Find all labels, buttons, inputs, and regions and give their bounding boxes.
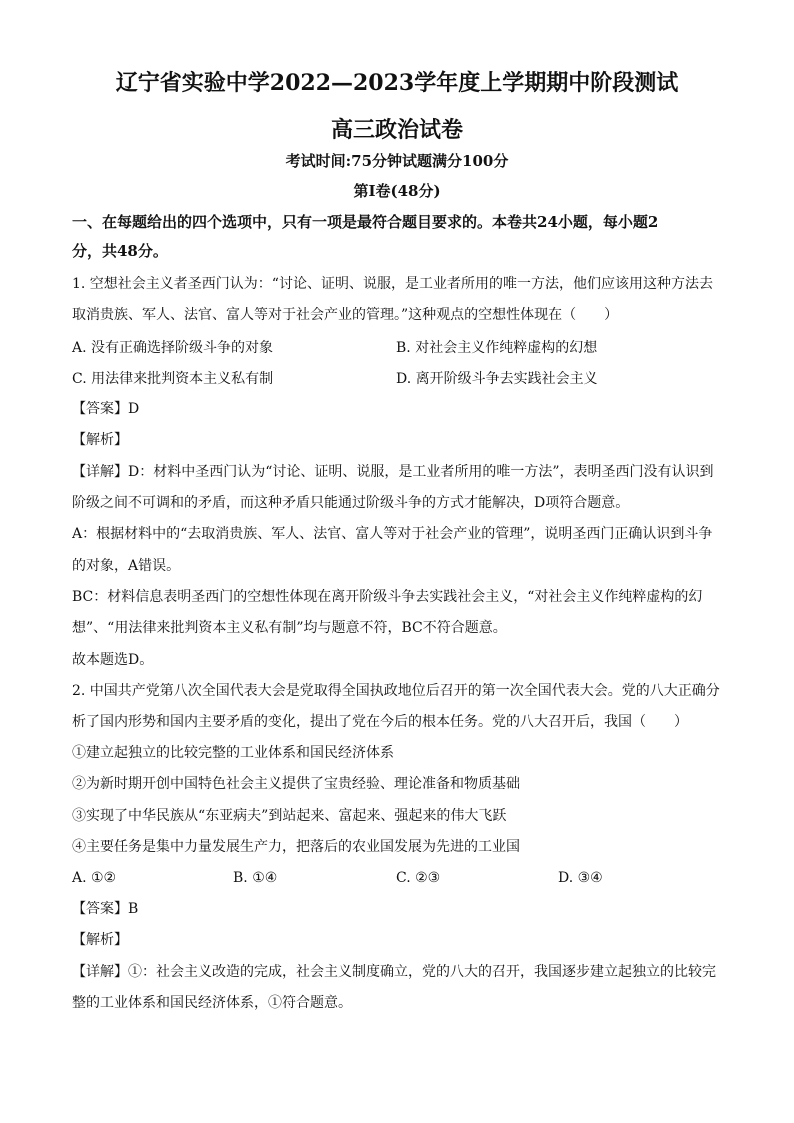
q2-detail-line-2: 整的工业体系和国民经济体系，①符合题意。 [72,995,352,1011]
q1-answer: 【答案】D [72,401,140,417]
q2-stem-line-2: 析了国内形势和国内主要矛盾的变化，提出了党在今后的根本任务。党的八大召开后，我国（ ） [72,714,688,730]
q1-detail-line-2: 阶级之间不可调和的矛盾，而这种矛盾只能通过阶级斗争的方式才能解决，D项符合题意。 [72,495,630,511]
q2-item-2: ②为新时期开创中国特色社会主义提供了宝贵经验、理论准备和物质基础 [72,776,520,792]
q1-detail-line-4: 的对象，A错误。 [72,558,181,574]
q2-option-d: D. ③④ [558,870,603,886]
exam-subtitle: 高三政治试卷 [330,117,463,143]
q2-analysis-label: 【解析】 [72,932,128,948]
section-title: 第Ⅰ卷(48分) [353,182,441,200]
q2-detail-line-1: 【详解】①：社会主义改造的完成，社会主义制度确立，党的八大的召开，我国逐步建立起独立的比较完 [72,964,716,980]
q1-option-b: B. 对社会主义作纯粹虚构的幻想 [396,340,598,356]
q2-stem-line-1: 2. 中国共产党第八次全国代表大会是党取得全国执政地位后召开的第一次全国代表大会。党的八大正确分 [72,683,720,699]
q2-option-c: C. ②③ [396,870,441,886]
q2-answer: 【答案】B [72,901,139,917]
q1-detail-line-3: A：根据材料中的“去取消贵族、军人、法官、富人等对于社会产业的管理”，说明圣西门正确认识到斗争 [72,526,713,542]
instructions-line-2: 分，共48分。 [72,242,168,260]
q1-conclusion: 故本题选D。 [72,652,154,668]
instructions-line-1: 一、在每题给出的四个选项中，只有一项是最符合题目要求的。本卷共24小题，每小题2 [72,213,659,231]
exam-title: 辽宁省实验中学2022—2023学年度上学期期中阶段测试 [115,70,679,96]
q1-option-c: C. 用法律来批判资本主义私有制 [72,371,274,387]
q2-item-4: ④主要任务是集中力量发展生产力，把落后的农业国发展为先进的工业国 [72,839,520,855]
q2-option-a: A. ①② [72,870,117,886]
q1-stem-line-1: 1. 空想社会主义者圣西门认为：“讨论、证明、说服，是工业者所用的唯一方法，他们应该用这种方法去 [72,276,713,292]
q1-analysis-label: 【解析】 [72,432,128,448]
q1-detail-line-5: BC：材料信息表明圣西门的空想性体现在离开阶级斗争去实践社会主义，“对社会主义作纯粹虚构的幻 [72,589,703,605]
q1-detail-line-6: 想”、“用法律来批判资本主义私有制”均与题意不符，BC不符合题意。 [72,620,507,636]
q1-option-d: D. 离开阶级斗争去实践社会主义 [396,371,598,387]
q2-item-3: ③实现了中华民族从“东亚病夫”到站起来、富起来、强起来的伟大飞跃 [72,808,507,824]
q2-option-b: B. ①④ [233,870,278,886]
exam-info: 考试时间:75分钟试题满分100分 [285,152,509,170]
q1-stem-line-2: 取消贵族、军人、法官、富人等对于社会产业的管理。”这种观点的空想性体现在（ ） [72,307,619,323]
q1-option-a: A. 没有正确选择阶级斗争的对象 [72,340,274,356]
q1-detail-line-1: 【详解】D：材料中圣西门认为“讨论、证明、说服，是工业者所用的唯一方法”，表明圣西门没有认识到 [72,464,714,480]
q2-item-1: ①建立起独立的比较完整的工业体系和国民经济体系 [72,745,394,761]
